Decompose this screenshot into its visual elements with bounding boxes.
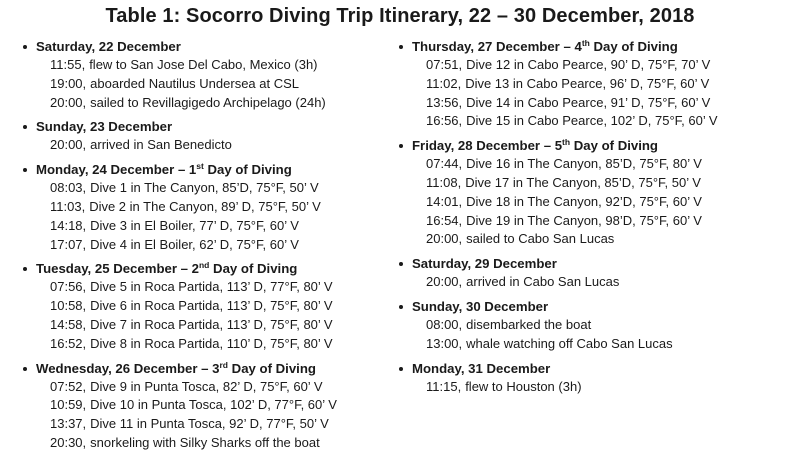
entry-time: 11:08, [426,174,462,190]
itinerary-entry [398,335,788,354]
entry-description: Dive 13 in Cabo Pearce, 96’ D, 75°F, 60’ V [465,75,710,91]
entry-description: whale watching off Cabo San Lucas [466,335,673,351]
entry-time: 14:01, [426,193,463,209]
entry-description: Dive 12 in Cabo Pearce, 90’ D, 75°F, 70’ V [466,57,711,72]
entry-time: 20:00, [50,94,87,110]
itinerary-entry [22,179,392,198]
day-heading-label: Sunday, 23 December [36,119,173,135]
itinerary-entry [22,236,392,255]
entry-time: 16:54, [426,212,463,228]
itinerary-entry [398,193,788,212]
day-heading [22,38,392,56]
entry-time: 07:56, [50,279,87,295]
day-heading-suffix: Day of Diving [203,162,292,178]
day-section [398,360,788,397]
itinerary-entry [398,316,788,335]
entry-description: arrived in San Benedicto [90,137,232,153]
itinerary-entry [22,56,392,75]
entry-time: 11:15, [426,378,462,394]
day-heading-label: Sunday, 30 December [412,298,549,314]
entry-description: flew to San Jose Del Cabo, Mexico (3h) [89,57,318,72]
itinerary-left-column [22,38,392,453]
page-title: Table 1: Socorro Diving Trip Itinerary, 22 – 30 December, 2018 [105,5,695,27]
itinerary-entry [398,155,788,174]
itinerary-entry [22,396,392,415]
entry-time: 19:00, [50,75,87,91]
day-section [398,137,788,249]
day-heading [398,137,788,155]
day-heading [398,255,788,273]
entry-time: 20:00, [50,137,87,153]
day-heading [398,360,788,378]
entry-time: 11:02, [426,75,462,91]
entry-description: Dive 10 in Punta Tosca, 102’ D, 77°F, 60’ V [90,397,337,413]
entry-time: 14:18, [50,217,87,233]
entry-time: 17:07, [50,236,87,252]
itinerary-entry [22,136,392,155]
ordinal-suffix: rd [219,359,228,370]
entry-description: flew to Houston (3h) [465,378,582,394]
day-section [398,38,788,131]
itinerary-entry [398,230,788,249]
entry-time: 08:00, [426,316,463,332]
day-heading [22,118,392,136]
entry-time: 07:51, [426,57,463,72]
ordinal-suffix: th [581,38,590,48]
itinerary-entry [398,56,788,75]
day-heading-label: Tuesday, 25 December – 2 [36,261,199,277]
entry-time: 11:55, [50,57,86,72]
day-heading-suffix: Day of Diving [589,39,678,54]
itinerary-entry [22,316,392,335]
day-section [398,255,788,292]
day-section [22,161,392,254]
entry-time: 13:37, [50,416,87,432]
entry-description: sailed to Cabo San Lucas [466,231,615,247]
entry-time: 14:58, [50,316,87,332]
entry-description: Dive 14 in Cabo Pearce, 91’ D, 75°F, 60’ V [466,94,711,110]
day-heading-label: Saturday, 22 December [36,39,181,54]
entry-time: 13:56, [426,94,463,110]
entry-description: Dive 4 in El Boiler, 62’ D, 75°F, 60’ V [90,236,299,252]
itinerary-entry [398,75,788,94]
day-heading [398,298,788,316]
itinerary-entry [398,174,788,193]
day-heading [22,260,392,278]
day-heading [398,38,788,56]
entry-description: Dive 9 in Punta Tosca, 82’ D, 75°F, 60’ V [90,378,323,394]
itinerary-entry [22,75,392,94]
entry-description: Dive 5 in Roca Partida, 113’ D, 77°F, 80’ V [90,279,333,295]
entry-description: Dive 16 in The Canyon, 85’D, 75°F, 80’ V [466,156,702,172]
entry-time: 16:52, [50,335,87,351]
itinerary-entry [22,415,392,434]
entry-description: Dive 2 in The Canyon, 89’ D, 75°F, 50’ V [89,198,321,214]
itinerary-entry [22,297,392,316]
entry-description: sailed to Revillagigedo Archipelago (24h) [90,94,326,110]
day-section [22,38,392,112]
entry-time: 20:00, [426,274,463,290]
entry-time: 16:56, [426,113,463,129]
day-heading-suffix: Day of Diving [228,360,316,376]
entry-description: Dive 3 in El Boiler, 77’ D, 75°F, 60’ V [90,217,299,233]
itinerary-entry [22,198,392,217]
day-section [22,260,392,353]
entry-description: arrived in Cabo San Lucas [466,274,620,290]
itinerary-entry [398,212,788,231]
entry-time: 07:52, [50,378,87,394]
day-heading-label: Monday, 31 December [412,360,551,376]
day-heading [22,161,392,179]
entry-description: Dive 15 in Cabo Pearce, 102’ D, 75°F, 60’ V [466,113,718,129]
itinerary-entry [22,278,392,297]
itinerary-entry [22,378,392,397]
itinerary-entry [22,94,392,113]
entry-description: aboarded Nautilus Undersea at CSL [90,75,300,91]
ordinal-suffix: th [562,137,571,148]
entry-description: Dive 8 in Roca Partida, 110’ D, 75°F, 80’ V [90,335,333,351]
entry-description: Dive 6 in Roca Partida, 113’ D, 75°F, 80’ V [90,298,333,314]
entry-description: Dive 17 in The Canyon, 85’D, 75°F, 50’ V [465,174,701,190]
entry-time: 20:00, [426,231,463,247]
entry-description: snorkeling with Silky Sharks off the boat [90,434,320,450]
entry-time: 10:58, [50,298,87,314]
entry-description: Dive 7 in Roca Partida, 113’ D, 75°F, 80’ V [90,316,333,332]
entry-time: 10:59, [50,397,87,413]
entry-description: disembarked the boat [466,316,592,332]
entry-time: 20:30, [50,434,87,450]
day-section [22,360,392,453]
entry-description: Dive 11 in Punta Tosca, 92’ D, 77°F, 50’ V [90,416,329,432]
day-heading-label: Friday, 28 December – 5 [412,138,563,154]
itinerary-entry [398,378,788,397]
entry-time: 13:00, [426,335,463,351]
ordinal-suffix: st [196,161,204,172]
entry-description: Dive 18 in The Canyon, 92’D, 75°F, 60’ V [466,193,702,209]
itinerary-right-column [398,38,788,396]
day-heading-label: Wednesday, 26 December – 3 [36,360,220,376]
day-heading-label: Monday, 24 December – 1 [36,162,197,178]
entry-time: 11:03, [50,198,86,214]
entry-time: 07:44, [426,156,463,172]
entry-description: Dive 1 in The Canyon, 85’D, 75°F, 50’ V [90,180,319,196]
entry-time: 08:03, [50,180,87,196]
day-heading-label: Saturday, 29 December [412,256,557,272]
itinerary-entry [22,217,392,236]
day-heading-suffix: Day of Diving [570,138,658,154]
day-section [398,298,788,354]
itinerary-entry [398,94,788,113]
entry-description: Dive 19 in The Canyon, 98’D, 75°F, 60’ V [466,212,702,228]
ordinal-suffix: nd [198,260,210,271]
day-section [22,118,392,155]
day-heading-label: Thursday, 27 December – 4 [412,39,582,54]
itinerary-entry [398,273,788,292]
itinerary-entry [22,335,392,354]
day-heading [22,360,392,378]
itinerary-entry [398,112,788,131]
day-heading-suffix: Day of Diving [209,261,298,277]
